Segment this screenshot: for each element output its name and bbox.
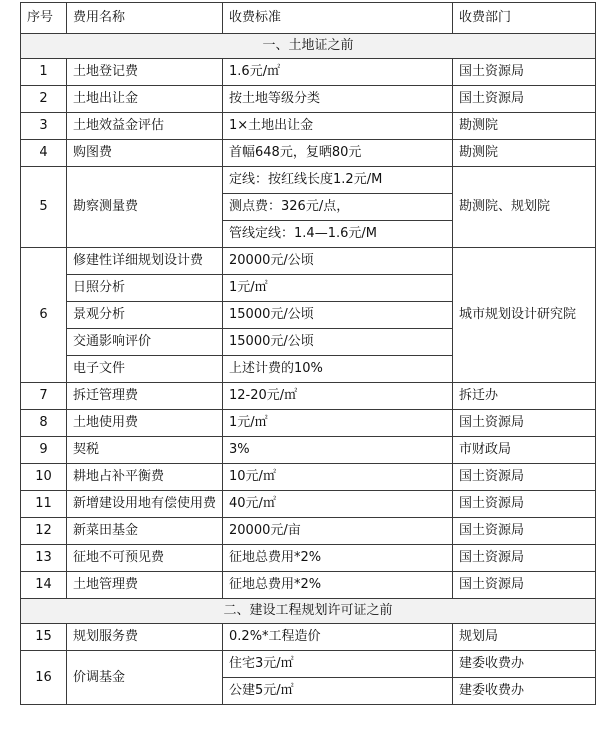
row-number: 14: [21, 572, 67, 599]
row-number: 4: [21, 140, 67, 167]
fee-dept: 国土资源局: [453, 545, 596, 572]
fee-name: 耕地占补平衡费: [67, 464, 223, 491]
fee-dept: 勘测院: [453, 113, 596, 140]
row-number: 10: [21, 464, 67, 491]
fee-standard: 12-20元/㎡: [223, 383, 453, 410]
fee-dept: 勘测院: [453, 140, 596, 167]
fee-standard: 1.6元/㎡: [223, 59, 453, 86]
table-header-row: [21, 3, 596, 34]
fee-standard: 管线定线：1.4—1.6元/M: [223, 221, 453, 248]
fee-dept: 城市规划设计研究院: [453, 248, 596, 383]
row-number: 11: [21, 491, 67, 518]
fee-name: 土地管理费: [67, 572, 223, 599]
fee-name: 修建性详细规划设计费: [67, 248, 223, 275]
fee-standard: 15000元/公顷: [223, 302, 453, 329]
fee-name: 电子文件: [67, 356, 223, 383]
fee-name: 新菜田基金: [67, 518, 223, 545]
fee-name: 土地使用费: [67, 410, 223, 437]
fee-standard: 1×土地出让金: [223, 113, 453, 140]
row-number: 5: [21, 167, 67, 248]
row-number: 6: [21, 248, 67, 383]
table-row: [21, 572, 596, 599]
header-no: 序号: [21, 3, 67, 34]
table-row: [21, 248, 596, 275]
fee-name: 景观分析: [67, 302, 223, 329]
fee-name: 日照分析: [67, 275, 223, 302]
fee-dept: 市财政局: [453, 437, 596, 464]
table-row: [21, 545, 596, 572]
fee-name: 拆迁管理费: [67, 383, 223, 410]
section-title-row: [21, 599, 596, 624]
fee-standard: 1元/㎡: [223, 275, 453, 302]
row-number: 7: [21, 383, 67, 410]
fee-dept: 国土资源局: [453, 491, 596, 518]
row-number: 8: [21, 410, 67, 437]
section-title-row: [21, 34, 596, 59]
fee-standard: 公建5元/㎡: [223, 678, 453, 705]
fee-standard: 20000元/亩: [223, 518, 453, 545]
section-title: 二、建设工程规划许可证之前: [21, 599, 596, 624]
table-row: [21, 518, 596, 545]
table-row: [21, 86, 596, 113]
header-name: 费用名称: [67, 3, 223, 34]
section-title: 一、土地证之前: [21, 34, 596, 59]
row-number: 2: [21, 86, 67, 113]
fee-dept: 国土资源局: [453, 518, 596, 545]
fee-name: 土地出让金: [67, 86, 223, 113]
table-row: [21, 167, 596, 194]
fee-table: [20, 2, 596, 705]
fee-standard: 按土地等级分类: [223, 86, 453, 113]
row-number: 1: [21, 59, 67, 86]
fee-dept: 建委收费办: [453, 651, 596, 678]
table-row: [21, 383, 596, 410]
fee-standard: 征地总费用*2%: [223, 572, 453, 599]
row-number: 9: [21, 437, 67, 464]
table-row: [21, 464, 596, 491]
fee-name: 交通影响评价: [67, 329, 223, 356]
fee-standard: 20000元/公顷: [223, 248, 453, 275]
row-number: 3: [21, 113, 67, 140]
fee-standard: 10元/㎡: [223, 464, 453, 491]
fee-dept: 建委收费办: [453, 678, 596, 705]
table-row: [21, 140, 596, 167]
fee-standard: 0.2%*工程造价: [223, 624, 453, 651]
fee-name: 土地效益金评估: [67, 113, 223, 140]
fee-standard: 住宅3元/㎡: [223, 651, 453, 678]
row-number: 12: [21, 518, 67, 545]
row-number: 16: [21, 651, 67, 705]
fee-standard: 15000元/公顷: [223, 329, 453, 356]
fee-standard: 测点费：326元/点，: [223, 194, 453, 221]
table-row: [21, 437, 596, 464]
header-standard: 收费标准: [223, 3, 453, 34]
fee-name: 价调基金: [67, 651, 223, 705]
fee-standard: 首幅648元，复晒80元: [223, 140, 453, 167]
row-number: 15: [21, 624, 67, 651]
fee-standard: 上述计费的10%: [223, 356, 453, 383]
table-row: [21, 113, 596, 140]
fee-standard: 1元/㎡: [223, 410, 453, 437]
fee-name: 勘察测量费: [67, 167, 223, 248]
fee-dept: 勘测院、规划院: [453, 167, 596, 248]
fee-dept: 国土资源局: [453, 59, 596, 86]
fee-name: 征地不可预见费: [67, 545, 223, 572]
fee-name: 规划服务费: [67, 624, 223, 651]
fee-name: 土地登记费: [67, 59, 223, 86]
fee-dept: 拆迁办: [453, 383, 596, 410]
table-row: [21, 491, 596, 518]
fee-standard: 40元/㎡: [223, 491, 453, 518]
fee-table-body: [21, 3, 596, 705]
fee-dept: 国土资源局: [453, 410, 596, 437]
fee-standard: 定线：按红线长度1.2元/M: [223, 167, 453, 194]
table-row: [21, 624, 596, 651]
table-row: [21, 651, 596, 678]
fee-name: 新增建设用地有偿使用费: [67, 491, 223, 518]
fee-dept: 国土资源局: [453, 86, 596, 113]
fee-dept: 国土资源局: [453, 464, 596, 491]
table-row: [21, 410, 596, 437]
header-dept: 收费部门: [453, 3, 596, 34]
fee-standard: 3%: [223, 437, 453, 464]
fee-dept: 规划局: [453, 624, 596, 651]
row-number: 13: [21, 545, 67, 572]
fee-name: 购图费: [67, 140, 223, 167]
fee-dept: 国土资源局: [453, 572, 596, 599]
fee-name: 契税: [67, 437, 223, 464]
fee-standard: 征地总费用*2%: [223, 545, 453, 572]
table-row: [21, 59, 596, 86]
